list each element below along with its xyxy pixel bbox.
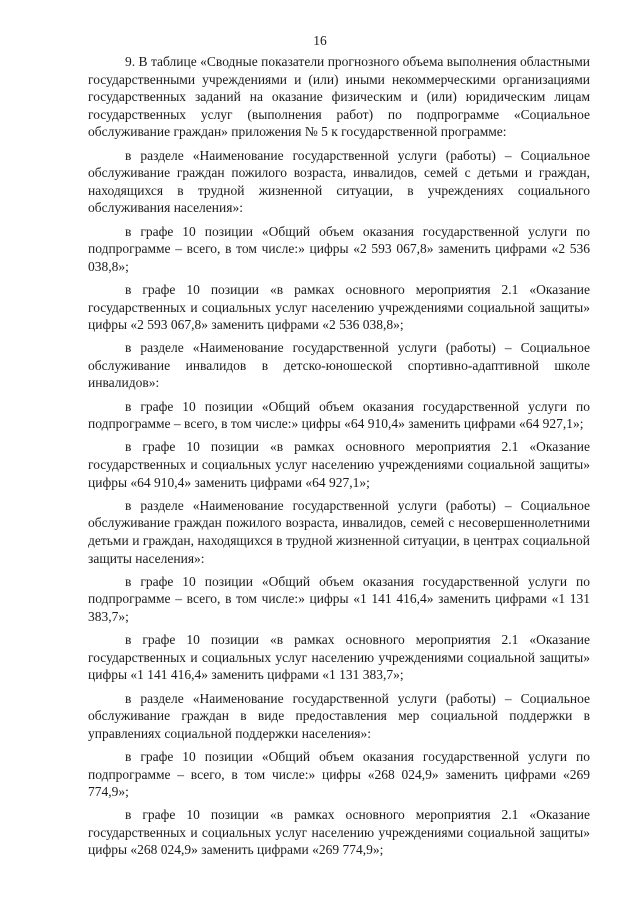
- paragraph-measure-2-1-change: в графе 10 позиции «в рамках основного мероприятия 2.1 «Оказание государственных и социальных услуг населению учреждениями социальной защиты» цифры «2 593 067,8» заменить цифрами «2 536 038,8»;: [88, 281, 590, 333]
- paragraph-total-volume-change: в графе 10 позиции «Общий объем оказания государственной услуги по подпрограмме – всего, в том числе:» цифры «2 593 067,8» заменить цифрами «2 536 038,8»;: [88, 223, 590, 274]
- paragraph-total-volume-change: в графе 10 позиции «Общий объем оказания государственной услуги по подпрограмме – всего, в том числе:» цифры «268 024,9» заменить цифрами «269 774,9»;: [88, 748, 590, 800]
- paragraph-item-9-intro: 9. В таблице «Сводные показатели прогнозного объема выполнения областными государственными учреждениями и (или) иными некоммерческими организациями государственных заданий на оказание физическим и (или) юридическим лицам государственных услуг (выполнения работ) по подпрограмме «Социальное обслуживание граждан» приложения № 5 к государственной программе:: [88, 54, 590, 140]
- document-body: [88, 53, 590, 859]
- paragraph-total-volume-change: в графе 10 позиции «Общий объем оказания государственной услуги по подпрограмме – всего, в том числе:» цифры «64 910,4» заменить цифрами «64 927,1»;: [88, 398, 590, 432]
- paragraph-measure-2-1-change: в графе 10 позиции «в рамках основного мероприятия 2.1 «Оказание государственных и социальных услуг населению учреждениями социальной защиты» цифры «1 141 416,4» заменить цифрами «1 131 383,7»;: [88, 632, 590, 683]
- paragraph-section-elderly-disabled-families: в разделе «Наименование государственной услуги (работы) – Социальное обслуживание граждан пожилого возраста, инвалидов, семей с детьми и граждан, находящихся в трудной жизненной ситуации, в учреждениях социального обслуживания населения»:: [88, 147, 590, 216]
- paragraph-section-social-support-departments: в разделе «Наименование государственной услуги (работы) – Социальное обслуживание граждан в виде предоставления мер социальной поддержки в управлениях социальной поддержки населения»:: [88, 690, 590, 741]
- paragraph-measure-2-1-change: в графе 10 позиции «в рамках основного мероприятия 2.1 «Оказание государственных и социальных услуг населению учреждениями социальной защиты» цифры «268 024,9» заменить цифрами «269 774,9»;: [88, 807, 590, 858]
- paragraph-section-disabled-sports-school: в разделе «Наименование государственной услуги (работы) – Социальное обслуживание инвалидов в детско-юношеской спортивно-адаптивной школе инвалидов»:: [88, 340, 590, 391]
- paragraph-measure-2-1-change: в графе 10 позиции «в рамках основного мероприятия 2.1 «Оказание государственных и социальных услуг населению учреждениями социальной защиты» цифры «64 910,4» заменить цифрами «64 927,1»;: [88, 439, 590, 490]
- paragraph-total-volume-change: в графе 10 позиции «Общий объем оказания государственной услуги по подпрограмме – всего, в том числе:» цифры «1 141 416,4» заменить цифрами «1 131 383,7»;: [88, 573, 590, 624]
- paragraph-section-social-protection-centers: в разделе «Наименование государственной услуги (работы) – Социальное обслуживание граждан пожилого возраста, инвалидов, семей с несовершеннолетними детьми и граждан, находящихся в трудной жизненной ситуации, в центрах социальной защиты населения»:: [88, 497, 590, 566]
- page-number: 16: [313, 33, 327, 48]
